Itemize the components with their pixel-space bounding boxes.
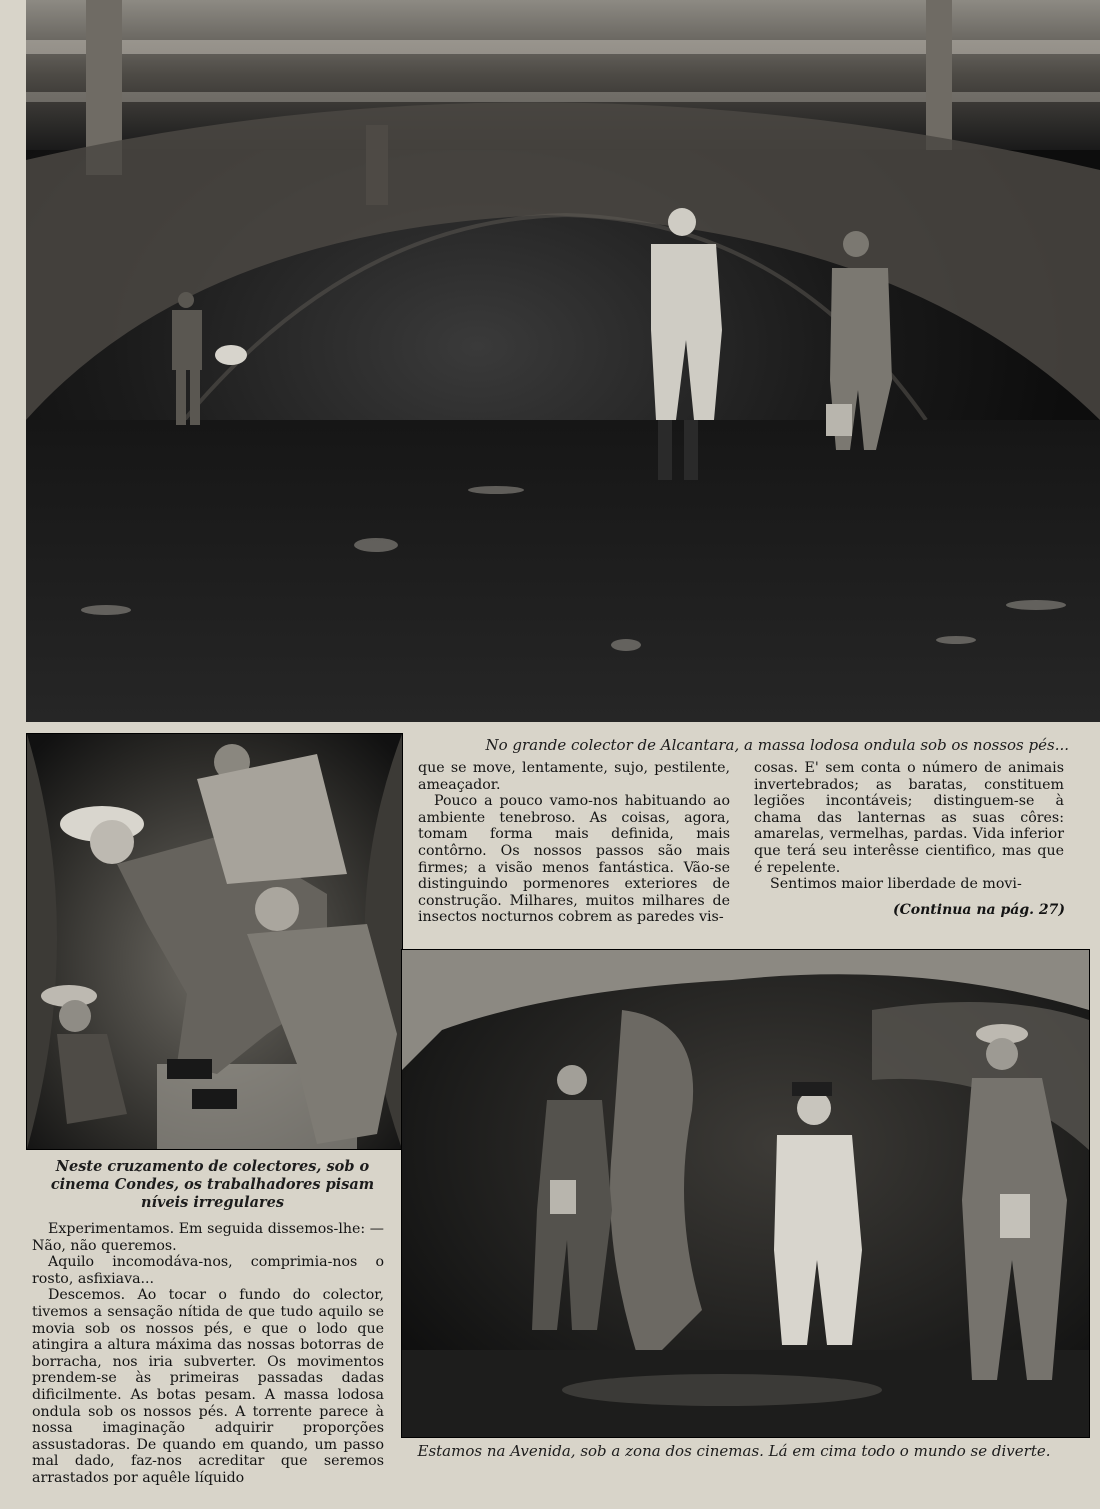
photo-workers-avenida-image [402,950,1089,1437]
photo-workers-avenida [401,949,1090,1438]
caption-left-photo: Neste cruzamento de colectores, sob o cinema Condes, os trabalhadores pisam níveis irregulares [50,1158,375,1211]
photo-workers-crossing [26,733,403,1150]
photo-sewer-collector [26,0,1100,722]
continued-on-page-note: (Continua na pág. 27) [893,902,1065,918]
photo-sewer-collector-image [26,0,1100,722]
article-paragraph: cosas. E' sem conta o número de animais invertebrados; as baratas, constituem legiões incontáveis; distinguem-se à chama das lanternas as suas côres: amarelas, vermelhas, pardas. Vida inferior que terá seu interêsse cientifico, mas que é repelente. [754,760,1064,876]
photo-workers-crossing-image [27,734,402,1149]
article-paragraph: Sentimos maior liberdade de movi- [770,876,1022,893]
article-column-middle [418,760,730,926]
article-paragraph: Aquilo incomodáva-nos, comprimia-nos o rosto, asfixiava... [32,1254,384,1287]
caption-right-photo: Estamos na Avenida, sob a zona dos cinemas. Lá em cima todo o mundo se diverte. [417,1442,1051,1460]
article-paragraph: Pouco a pouco vamo-nos habituando ao ambiente tenebroso. As coisas, agora, tomam forma mais definida, mais contôrno. Os nossos passos são mais firmes; a visão menos fantástica. Vão-se distinguindo pormenores exteriores de construção. Milhares, muitos milhares de insectos nocturnos cobrem as paredes vis- [418,793,730,926]
article-paragraph: que se move, lentamente, sujo, pestilente, ameaçador. [418,760,730,793]
article-paragraph: Descemos. Ao tocar o fundo do colector, tivemos a sensação nítida de que tudo aquilo se movia sob os nossos pés, e que o lodo que atingira a altura máxima das nossas botorras de borracha, nos iria subverter. Os movimentos prendem-se às primeiras passadas dadas dificilmente. As botas pesam. A massa lodosa ondula sob os nossos pés. A torrente parece à nossa imaginação adquirir proporções assustadoras. De quando em quando, um passo mal dado, faz-nos acreditar que seremos arrastados por aquêle líquido [32,1287,384,1486]
article-column-right [754,760,1064,893]
article-paragraph: Experimentamos. Em seguida dissemos-lhe: — Não, não queremos. [32,1221,384,1254]
caption-top-photo: No grande colector de Alcantara, a massa lodosa ondula sob os nossos pés... [485,736,1069,754]
article-column-left [32,1221,384,1487]
